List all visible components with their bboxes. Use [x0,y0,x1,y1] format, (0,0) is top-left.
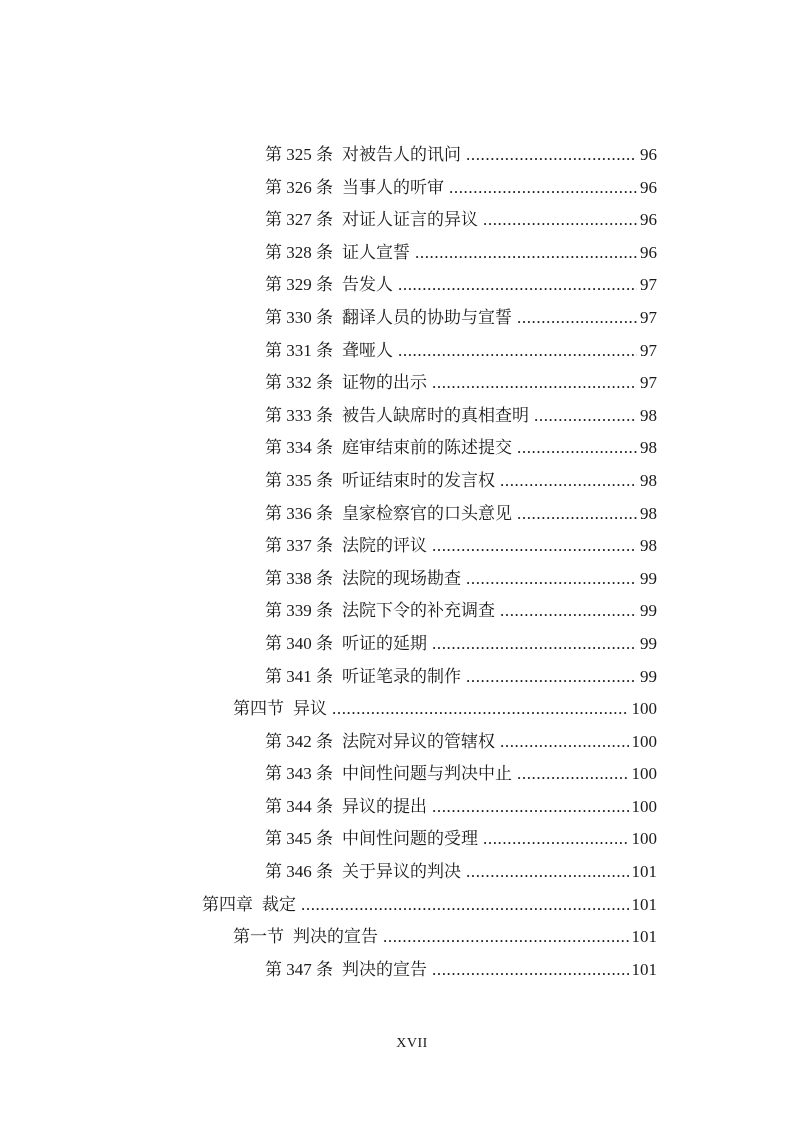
toc-entry[interactable] [202,172,657,205]
dot-leader [534,400,637,433]
dot-leader [398,269,637,302]
toc-entry[interactable] [202,628,657,661]
toc-entry-label: 第 342 条 [265,731,333,751]
dot-leader [517,758,629,791]
toc-entry-title: 法院的现场勘查 [342,568,461,588]
toc-entry-page: 100 [631,796,657,816]
toc-entry-label: 第 325 条 [265,145,333,164]
toc-entry-label: 第 332 条 [265,373,333,393]
toc-entry-page: 101 [631,927,657,947]
toc-entry[interactable] [202,432,657,465]
toc-entry-label: 第 339 条 [265,601,333,621]
toc-entry-title: 翻译人员的协助与宣誓 [342,307,512,327]
toc-entry-label: 第 345 条 [265,829,333,849]
toc-entry[interactable] [202,367,657,400]
toc-list [202,139,657,986]
toc-entry[interactable] [202,693,657,726]
toc-entry[interactable] [202,823,657,856]
toc-entry[interactable] [202,237,657,270]
toc-entry-title: 法院的评议 [342,536,427,556]
toc-entry-title: 异议 [293,699,327,719]
toc-entry-page: 98 [640,438,657,458]
dot-leader [398,335,637,368]
dot-leader [449,172,637,205]
toc-entry-title: 证人宣誓 [342,242,410,262]
toc-entry-title: 当事人的听审 [342,177,444,197]
toc-entry-title: 异议的提出 [342,796,427,816]
dot-leader [383,921,629,954]
toc-entry-title: 法院对异议的管辖权 [342,731,495,751]
toc-entry-page: 101 [631,894,657,914]
toc-entry-label: 第 343 条 [265,764,333,784]
toc-entry-page: 100 [631,829,657,849]
toc-entry[interactable] [202,465,657,498]
toc-entry[interactable] [202,335,657,368]
dot-leader [517,432,637,465]
toc-entry-title: 裁定 [262,894,296,914]
toc-entry-page: 97 [640,275,657,295]
toc-entry-title: 中间性问题的受理 [342,829,478,849]
toc-entry-page: 98 [640,503,657,523]
toc-entry-page: 100 [631,699,657,719]
toc-entry-title: 对被告人的讯问 [342,145,461,164]
toc-entry-page: 96 [640,242,657,262]
toc-entry[interactable] [202,726,657,759]
toc-entry-title: 皇家检察官的口头意见 [342,503,512,523]
toc-entry-page: 96 [640,177,657,197]
toc-entry-title: 告发人 [342,275,393,295]
toc-entry[interactable] [202,139,657,172]
toc-entry-title: 听证笔录的制作 [342,666,461,686]
dot-leader [301,889,629,922]
toc-entry-label: 第 333 条 [265,405,333,425]
toc-entry[interactable] [202,563,657,596]
toc-entry-page: 101 [631,862,657,882]
toc-entry[interactable] [202,954,657,987]
toc-entry[interactable] [202,889,657,922]
toc-entry-label: 第 338 条 [265,568,333,588]
dot-leader [466,856,629,889]
toc-entry-title: 听证的延期 [342,633,427,653]
toc-entry-title: 关于异议的判决 [342,862,461,882]
dot-leader [332,693,629,726]
toc-entry-page: 98 [640,536,657,556]
dot-leader [432,791,629,824]
toc-entry[interactable] [202,661,657,694]
dot-leader [466,139,637,172]
toc-entry-page: 96 [640,145,657,164]
toc-entry-page: 101 [631,959,657,979]
toc-entry-page: 96 [640,210,657,230]
toc-entry-label: 第 327 条 [265,210,333,230]
toc-entry-page: 99 [640,601,657,621]
toc-entry[interactable] [202,758,657,791]
toc-entry-page: 100 [631,764,657,784]
toc-entry-page: 98 [640,470,657,490]
dot-leader [483,204,637,237]
toc-entry-label: 第 329 条 [265,275,333,295]
toc-entry-title: 对证人证言的异议 [342,210,478,230]
dot-leader [466,563,637,596]
toc-entry-page: 97 [640,307,657,327]
toc-entry-label: 第一节 [233,927,284,947]
toc-entry-label: 第 328 条 [265,242,333,262]
toc-entry-label: 第 335 条 [265,470,333,490]
toc-entry-page: 97 [640,340,657,360]
toc-entry-title: 聋哑人 [342,340,393,360]
toc-entry-page: 98 [640,405,657,425]
dot-leader [517,302,637,335]
toc-entry-label: 第 337 条 [265,536,333,556]
toc-entry[interactable] [202,400,657,433]
dot-leader [432,367,637,400]
toc-entry[interactable] [202,595,657,628]
toc-entry-page: 99 [640,633,657,653]
toc-entry-label: 第 336 条 [265,503,333,523]
dot-leader [415,237,637,270]
toc-entry[interactable] [202,269,657,302]
toc-entry-label: 第 330 条 [265,307,333,327]
footer-page-number: XVII [396,1036,428,1051]
toc-entry-page: 97 [640,373,657,393]
dot-leader [500,726,629,759]
dot-leader [517,498,637,531]
toc-entry-label: 第 334 条 [265,438,333,458]
toc-entry[interactable] [202,204,657,237]
toc-entry-page: 100 [631,731,657,751]
toc-entry-label: 第 326 条 [265,177,333,197]
toc-entry-label: 第 347 条 [265,959,333,979]
toc-entry-label: 第 340 条 [265,633,333,653]
toc-entry-page: 99 [640,568,657,588]
dot-leader [500,595,637,628]
dot-leader [432,954,629,987]
dot-leader [432,628,637,661]
toc-entry-title: 中间性问题与判决中止 [342,764,512,784]
dot-leader [432,530,637,563]
toc-entry-label: 第四节 [233,699,284,719]
toc-entry[interactable] [202,498,657,531]
toc-entry-title: 被告人缺席时的真相查明 [342,405,529,425]
dot-leader [466,661,637,694]
toc-entry[interactable] [202,302,657,335]
toc-entry-label: 第 331 条 [265,340,333,360]
toc-entry-label: 第 344 条 [265,796,333,816]
toc-entry-title: 判决的宣告 [293,927,378,947]
toc-entry-title: 法院下令的补充调查 [342,601,495,621]
toc-entry[interactable] [202,791,657,824]
dot-leader [483,823,629,856]
toc-entry[interactable] [202,921,657,954]
toc-entry-label: 第四章 [202,894,253,914]
toc-entry-label: 第 341 条 [265,666,333,686]
toc-entry-title: 听证结束时的发言权 [342,470,495,490]
toc-entry-title: 判决的宣告 [342,959,427,979]
toc-entry-label: 第 346 条 [265,862,333,882]
toc-entry[interactable] [202,530,657,563]
dot-leader [500,465,637,498]
toc-entry-page: 99 [640,666,657,686]
toc-entry-title: 证物的出示 [342,373,427,393]
toc-entry[interactable] [202,856,657,889]
toc-entry-title: 庭审结束前的陈述提交 [342,438,512,458]
